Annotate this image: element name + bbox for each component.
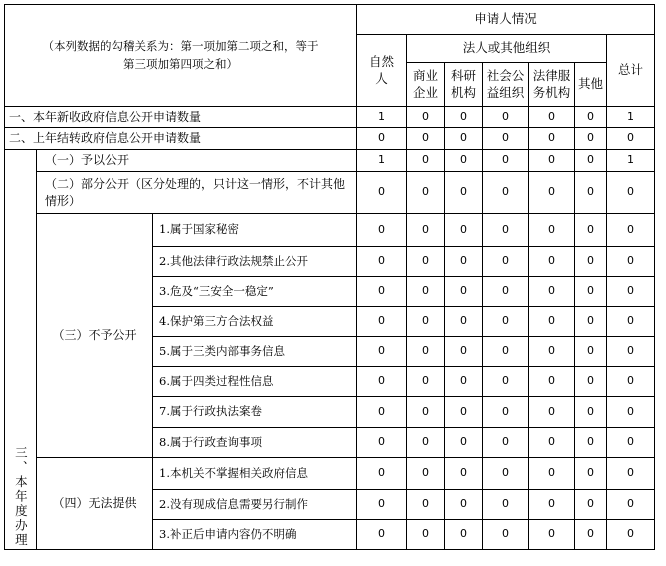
value-cell: 0 [607,247,655,277]
value-cell: 0 [445,367,483,397]
sub-item-label: 2.没有现成信息需要另行制作 [153,490,357,520]
value-cell: 0 [529,172,575,214]
value-cell: 0 [407,214,445,247]
value-cell: 0 [607,458,655,490]
sub-item-label: 1.属于国家秘密 [153,214,357,247]
value-cell: 0 [445,520,483,550]
value-cell: 0 [575,214,607,247]
total-header: 总计 [607,35,655,107]
value-cell: 0 [529,490,575,520]
value-cell: 0 [483,337,529,367]
value-cell: 0 [607,337,655,367]
value-cell: 0 [575,428,607,458]
value-cell: 0 [407,277,445,307]
value-cell: 0 [575,277,607,307]
value-cell: 0 [407,428,445,458]
value-cell: 0 [407,490,445,520]
relationship-note: （本列数据的勾稽关系为：第一项加第二项之和，等于第三项加第四项之和） [5,5,357,107]
value-cell: 0 [483,520,529,550]
value-cell: 0 [407,397,445,428]
value-cell: 0 [483,277,529,307]
value-cell: 1 [607,107,655,128]
value-cell: 0 [607,397,655,428]
value-cell: 0 [575,107,607,128]
value-cell: 0 [607,367,655,397]
value-cell: 0 [575,367,607,397]
value-cell: 0 [445,428,483,458]
value-cell: 0 [529,107,575,128]
value-cell: 0 [357,128,407,150]
value-cell: 0 [357,307,407,337]
value-cell: 0 [407,128,445,150]
value-cell: 0 [483,128,529,150]
row-label-not-disclosed: （三）不予公开 [37,214,153,458]
value-cell: 0 [483,397,529,428]
applicant-situation-header: 申请人情况 [357,5,655,35]
value-cell: 1 [357,107,407,128]
value-cell: 0 [445,128,483,150]
value-cell: 0 [529,367,575,397]
value-cell: 0 [607,128,655,150]
sub-item-label: 6.属于四类过程性信息 [153,367,357,397]
value-cell: 0 [529,277,575,307]
value-cell: 0 [357,520,407,550]
value-cell: 0 [445,150,483,172]
value-cell: 0 [575,397,607,428]
value-cell: 0 [529,307,575,337]
value-cell: 0 [529,150,575,172]
social-public-welfare-header: 社会公益组织 [483,63,529,107]
disclosure-statistics-table [4,4,655,550]
value-cell: 0 [575,150,607,172]
value-cell: 0 [445,490,483,520]
value-cell: 0 [357,337,407,367]
value-cell: 0 [529,397,575,428]
value-cell: 0 [607,172,655,214]
value-cell: 0 [445,214,483,247]
legal-service-header: 法律服务机构 [529,63,575,107]
sub-item-label: 8.属于行政查询事项 [153,428,357,458]
value-cell: 0 [529,247,575,277]
value-cell: 0 [445,397,483,428]
value-cell: 0 [445,172,483,214]
value-cell: 0 [607,520,655,550]
value-cell: 0 [575,337,607,367]
value-cell: 0 [483,458,529,490]
value-cell: 1 [607,150,655,172]
section-three-label [5,150,37,550]
sub-item-label: 7.属于行政执法案卷 [153,397,357,428]
value-cell: 0 [607,307,655,337]
value-cell: 1 [357,150,407,172]
sub-item-label: 5.属于三类内部事务信息 [153,337,357,367]
value-cell: 0 [445,458,483,490]
value-cell: 0 [407,150,445,172]
value-cell: 0 [529,520,575,550]
value-cell: 0 [357,428,407,458]
value-cell: 0 [407,520,445,550]
value-cell: 0 [357,367,407,397]
row-label-partial-disclosure: （二）部分公开（区分处理的，只计这一情形，不计其他情形） [37,172,357,214]
value-cell: 0 [357,247,407,277]
value-cell: 0 [445,337,483,367]
value-cell: 0 [357,490,407,520]
value-cell: 0 [575,128,607,150]
value-cell: 0 [575,172,607,214]
row-label-new-applications: 一、本年新收政府信息公开申请数量 [5,107,357,128]
value-cell: 0 [483,490,529,520]
value-cell: 0 [407,337,445,367]
value-cell: 0 [407,458,445,490]
value-cell: 0 [357,172,407,214]
value-cell: 0 [407,367,445,397]
value-cell: 0 [607,490,655,520]
value-cell: 0 [529,337,575,367]
value-cell: 0 [445,247,483,277]
value-cell: 0 [575,490,607,520]
value-cell: 0 [407,107,445,128]
section-three-label-text: 三、本年度办理 [13,445,29,547]
value-cell: 0 [483,307,529,337]
value-cell: 0 [607,214,655,247]
value-cell: 0 [575,247,607,277]
value-cell: 0 [483,247,529,277]
sub-item-label: 2.其他法律行政法规禁止公开 [153,247,357,277]
value-cell: 0 [483,367,529,397]
value-cell: 0 [529,428,575,458]
row-label-carried-over: 二、上年结转政府信息公开申请数量 [5,128,357,150]
value-cell: 0 [357,458,407,490]
value-cell: 0 [357,397,407,428]
row-label-unable-to-provide: （四）无法提供 [37,458,153,550]
legal-or-other-header: 法人或其他组织 [407,35,607,63]
value-cell: 0 [407,307,445,337]
commercial-enterprise-header: 商业企业 [407,63,445,107]
value-cell: 0 [357,277,407,307]
natural-person-header: 自然人 [357,35,407,107]
value-cell: 0 [407,172,445,214]
value-cell: 0 [607,428,655,458]
sub-item-label: 4.保护第三方合法权益 [153,307,357,337]
research-institution-header: 科研机构 [445,63,483,107]
value-cell: 0 [483,428,529,458]
value-cell: 0 [607,277,655,307]
value-cell: 0 [483,214,529,247]
value-cell: 0 [445,277,483,307]
value-cell: 0 [529,214,575,247]
value-cell: 0 [529,128,575,150]
value-cell: 0 [445,307,483,337]
value-cell: 0 [357,214,407,247]
sub-item-label: 3.危及“三安全一稳定” [153,277,357,307]
row-label-grant-disclosure: （一）予以公开 [37,150,357,172]
value-cell: 0 [529,458,575,490]
sub-item-label: 1.本机关不掌握相关政府信息 [153,458,357,490]
sub-item-label: 3.补正后申请内容仍不明确 [153,520,357,550]
value-cell: 0 [483,172,529,214]
value-cell: 0 [407,247,445,277]
value-cell: 0 [483,107,529,128]
value-cell: 0 [445,107,483,128]
value-cell: 0 [575,307,607,337]
other-header: 其他 [575,63,607,107]
value-cell: 0 [575,520,607,550]
value-cell: 0 [483,150,529,172]
value-cell: 0 [575,458,607,490]
